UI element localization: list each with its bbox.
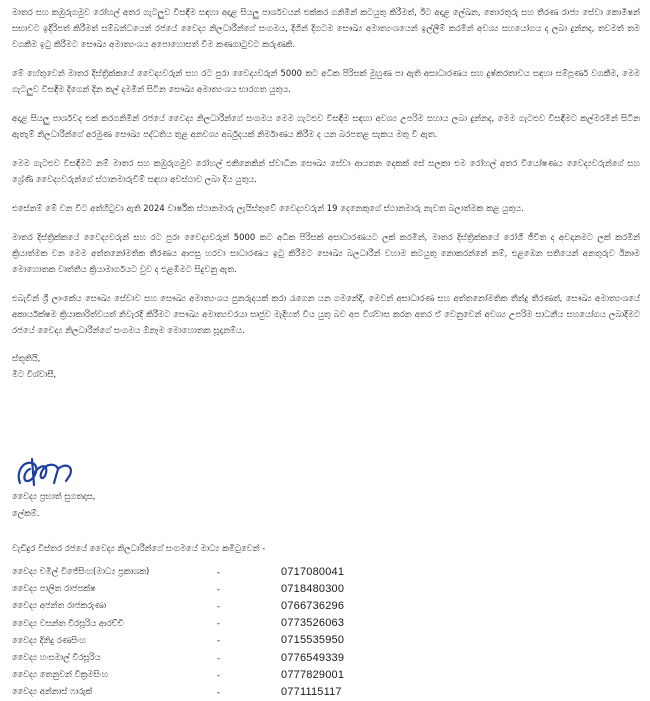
contact-name: වෛද්‍ය චමිල් විජේසිංහ(මාධ්‍ය ප්‍රකාශක) — [12, 566, 150, 577]
contact-phone: 0766736296 — [281, 599, 345, 612]
contact-name: වෛද්‍ය හංසමාල් වීරසූරිය — [12, 652, 101, 663]
signature-image — [14, 455, 78, 491]
contact-row — [12, 580, 432, 597]
paragraph-2: මේ හේතුවෙන් මාතර දිස්ත්‍රික්කයේ වෛද්‍යවරුන් සහ රට පුරා වෛද්‍යවරුන් 5000 කට අධික පිරිසක් මුහුණ පා ඇති අසාධාරණය සහ දුෂ්කරතාවය සඳහා සම්පූර්ණ වගකීම, මෙම ගැටලුව විසඳීම දිගෙන් දින කල් දමමින් සිටින සෞඛ්‍ය අමාත්‍යංශය භාරගත යුතුය. — [12, 68, 640, 94]
closing — [12, 350, 640, 382]
paragraph-5: එසේනම් මේ වන විට අත්හිටුවා ඇති 2024 වාර්ෂික ස්ථානමාරු ලැයිස්තුවේ වෛද්‍යවරුන් 19 දෙනෙකුගේ ස්ථානමාරු නැවත බලාත්මක කළ යුතුය. — [12, 203, 524, 213]
contact-row — [12, 615, 432, 632]
contact-phone: 0717080041 — [281, 565, 345, 578]
contact-phone: 0776549339 — [281, 651, 345, 664]
contact-phone: 0715535950 — [281, 634, 345, 647]
paragraph-7: එබැවින් ශ්‍රී ලාංකේය සෞඛ්‍ය සේවාව සහ සෞඛ්‍ය අමාත්‍යංශය පුනරුදයක් කරා රැගෙන යන ගමනේදී, මෙවන් අසාධාරණ සහ අත්තනෝමතික තීන්දු තීරණත්, සෞඛ්‍ය අමාත්‍යංශයේ අකාර්යක්ෂම ක්‍රියාකාරිත්වයත් නිවැරදි කිරීමට සෞඛ්‍ය අමාත්‍යවරයා සෘජුව මැදිහත් විය යුතු බව අප විශ්වාස කරන අතර ඒ වෙනුවෙන් අවශ්‍ය උපරිම සාධනීය සහයෝගය ලබාදීමට රජයේ වෛද්‍ය නිලධාරීන්ගේ සංගමය ඕනෑම මොහොතක සූදානම්ය. — [12, 293, 640, 335]
contact-name: වෛද්‍ය වසන්ත වීරසූරිය ආරච්චි — [12, 617, 124, 628]
contact-phone: 0773526063 — [281, 617, 345, 630]
contact-dash: - — [217, 583, 221, 594]
contact-phone: 0771115117 — [281, 685, 342, 698]
contacts-list — [12, 563, 432, 701]
contact-dash: - — [217, 618, 221, 629]
letter-body — [12, 4, 640, 382]
contacts-heading: වැඩිදුර විස්තර රජයේ වෛද්‍ය නිලධාරීන්ගේ සංගමයේ මාධ්‍ය කමිටුවෙන් - — [12, 543, 266, 553]
paragraph-6: මාතර දිස්ත්‍රික්කයේ වෛද්‍යවරුන් සහ රට පුරා වෛද්‍යවරුන් 5000 කට අධික පිරිසක් අසාධාරණයට ලක් කරමින්, මාතර දිස්ත්‍රික්කයේ රෝගී ජීවිත ද අවදානමට ලක් කරමින් ක්‍රියාත්මක වන මෙම අත්තනෝමතික තීරණය ආපසු හරවා සාධාරණය ඉටු කිරීමට සෞඛ්‍ය බලධාරීන් වහාම කටයුතු නොකරන්නේ නම්, එළඹෙන සතියෙන් අනතුරුව ඊනෘම මොහොතක වෘත්තීය ක්‍රියාමාර්ගයට වුව ද එළඹීමට සිදුවනු ඇත. — [12, 232, 640, 274]
contact-name: වෛද්‍ය පාලිත රාජපක්ෂ — [12, 583, 96, 594]
contact-phone: 0777829001 — [281, 668, 345, 681]
contact-row — [12, 683, 432, 700]
paragraph-3: අදාළ සියලු පාර්ශවද එක් කරගනිමින් රජයේ වෛද්‍ය නිලධාරීන්ගේ සංගමය මෙම ගැටළුව විසඳීම සඳහා අවශ්‍ය උපරිම සහාය ලබා දුන්නද, මෙම ගැටළුව විසඳීමට කල්මරමින් සිටින ඇතැම් නිලධාරීන්ගේ අරමුණ සෞඛ්‍ය පද්ධතිය තුළ අනවශ්‍ය අර්බුදයක් නිර්මාණය කිරීම ද යන බරපතළ සැකය මතු වී ඇත. — [12, 113, 640, 139]
signer-name: වෛද්‍ය ප්‍රභාත් සුගතදාස, — [12, 491, 96, 501]
contact-dash: - — [217, 635, 221, 646]
contact-phone: 0718480300 — [281, 582, 345, 595]
closing-thanks: ස්තූතියි, — [12, 353, 41, 363]
contact-dash: - — [217, 652, 221, 663]
signer-block — [12, 488, 95, 522]
contact-row — [12, 563, 432, 580]
contact-row — [12, 632, 432, 649]
contact-row — [12, 597, 432, 614]
closing-regards: මීට විශ්වාසී, — [12, 369, 57, 379]
signer-title: ලේකම්. — [12, 508, 40, 518]
contact-name: වෛද්‍ය දිනිදු රණසිංහ — [12, 634, 86, 645]
contact-dash: - — [217, 669, 221, 680]
contact-name: වෛද්‍ය තෙනුවන් වික්‍රමසිංහ — [12, 669, 109, 680]
paragraph-4: මෙම ගැටළුව විසඳීමට නම් මාතර සහ කඹුරුගමුව රෝහල් එකිනෙකින් ස්වාධීන සෞඛ්‍ය සේවා ආයතන දෙකක් සේ සලකා එම රෝහල් අතර වියෝෂණය වෛද්‍යවරුන්ගේ සහ ශ්‍රේණි වෛද්‍යවරුන්ගේ ස්ථානමාරුවීම් සඳහා අවස්ථාව ලබා දිය යුතුය. — [12, 158, 640, 184]
contact-dash: - — [217, 566, 221, 577]
contact-row — [12, 666, 432, 683]
paragraph-1: මාතර සහ කඹුරුගමුව රෝහල් අතර ගැටලුව විසඳීම සඳහා අදාළ සියලු පාර්ශවයන් එක්කර ගනිමින් කටයුතු කිරීමත්, ඊට අදාළ ලේඛන, තොරතුරු සහ තීරණ රාජ්‍ය සේවා කොමිෂන් සභාවට ඉදිරිපත් කිරීමත් සම්බන්ධයෙන් රජයේ වෛද්‍ය නිලධාරීන්ගේ සංගමය, දිගින් දිගටම සෞඛ්‍ය අමාත්‍යංශයෙන් ඉල්ලීම් කරමින් අවශ්‍ය සහයෝගය ද ලබා දුන්නද, තවමත් තම වගකීම ඉටු කිරීමට සෞඛ්‍ය අමාත්‍යංශය අපොහොසත් වීම කණගාටුවට කරුණකි. — [12, 7, 640, 49]
contact-dash: - — [217, 686, 221, 697]
contact-name: වෛද්‍ය අන්නාස් ෆාරුක් — [12, 686, 93, 697]
contact-row — [12, 649, 432, 666]
contact-name: වෛද්‍ය අජන්ත රාජකරුණා — [12, 600, 107, 611]
contact-dash: - — [217, 600, 221, 611]
